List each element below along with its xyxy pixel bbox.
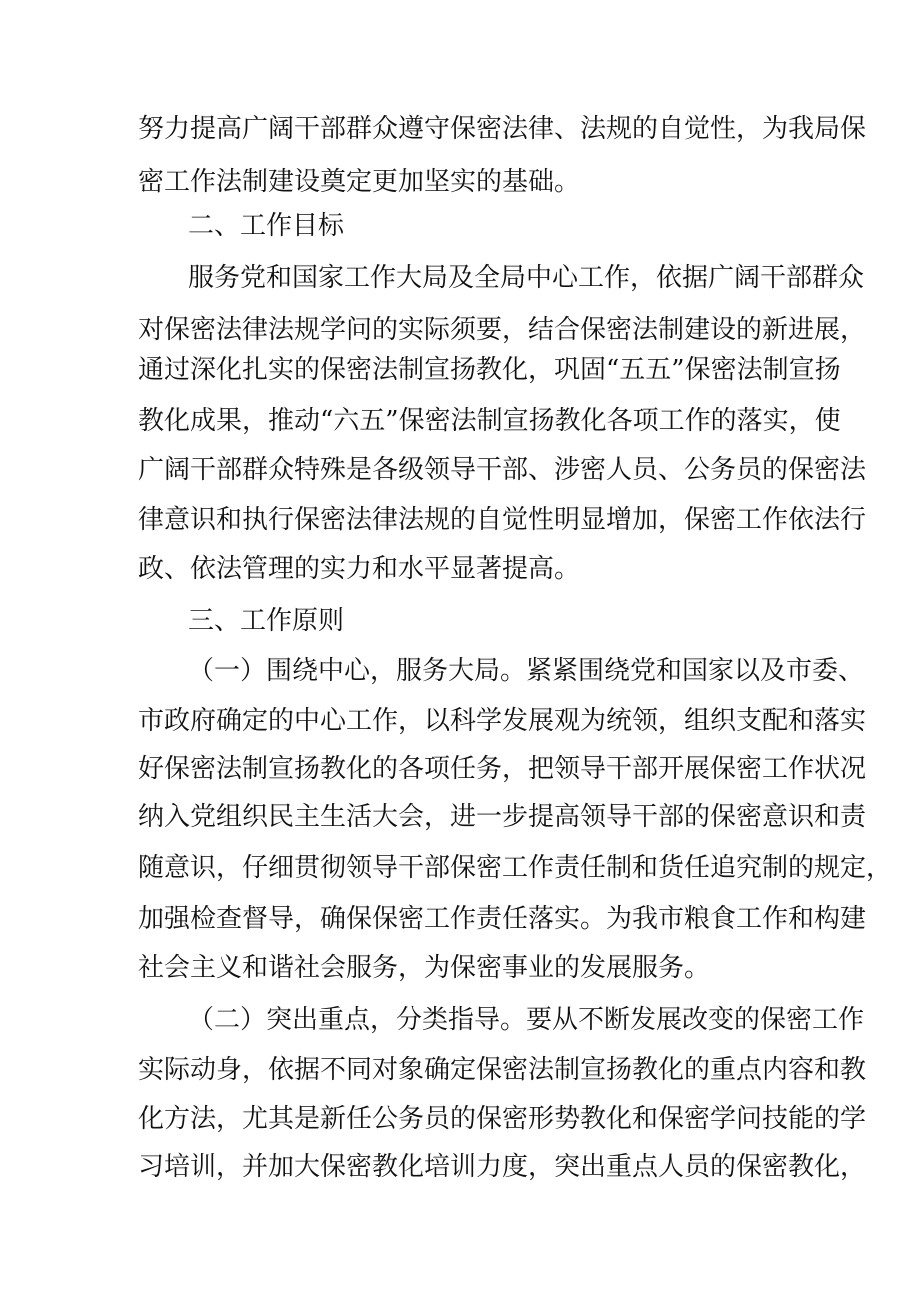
body-text-line: 对保密法律法规学问的实际须要，结合保密法制建设的新进展，	[138, 315, 867, 345]
section-heading: 二、工作目标	[188, 211, 345, 241]
body-text-line: 实际动身，依据不同对象确定保密法制宣扬教化的重点内容和教	[138, 1055, 867, 1085]
body-text-line: （二）突出重点，分类指导。要从不断发展改变的保密工作	[188, 1005, 865, 1035]
body-text-line: 政、依法管理的实力和水平显著提高。	[138, 554, 581, 584]
body-text-line: 好保密法制宣扬教化的各项任务，把领导干部开展保密工作状况	[138, 754, 867, 784]
body-text-line: 纳入党组织民主生活大会，进一步提高领导干部的保密意识和责	[138, 802, 867, 832]
body-text-line: 加强检查督导，确保保密工作责任落实。为我市粮食工作和构建	[138, 904, 867, 934]
body-text-line: 努力提高广阔干部群众遵守保密法律、法规的自觉性，为我局保	[138, 114, 867, 144]
body-text-line: 社会主义和谐社会服务，为保密事业的发展服务。	[138, 953, 711, 983]
body-text-line: 律意识和执行保密法律法规的自觉性明显增加，保密工作依法行	[138, 505, 867, 535]
body-text-line: 随意识，仔细贯彻领导干部保密工作责任制和货任追究制的规定，	[138, 853, 893, 883]
body-text-line: 广阔干部群众特殊是各级领导干部、涉密人员、公务员的保密法	[138, 455, 867, 485]
body-text-line: 密工作法制建设奠定更加坚实的基础。	[138, 167, 581, 197]
section-heading: 三、工作原则	[188, 606, 345, 636]
body-text-line: 市政府确定的中心工作，以科学发展观为统领，组织支配和落实	[138, 706, 867, 736]
body-text-line: 教化成果，推动“六五”保密法制宣扬教化各项工作的落实，使	[138, 406, 841, 436]
body-text-line: 化方法，尤其是新任公务员的保密形势教化和保密学问技能的学	[138, 1104, 867, 1134]
body-text-line: 通过深化扎实的保密法制宣扬教化，巩固“五五”保密法制宣扬	[138, 355, 841, 385]
body-text-line: 服务党和国家工作大局及全局中心工作，依据广阔干部群众	[188, 263, 865, 293]
body-text-line: （一）围绕中心，服务大局。紧紧围绕党和国家以及市委、	[188, 656, 865, 686]
body-text-line: 习培训，并加大保密教化培训力度，突出重点人员的保密教化，	[138, 1152, 867, 1182]
